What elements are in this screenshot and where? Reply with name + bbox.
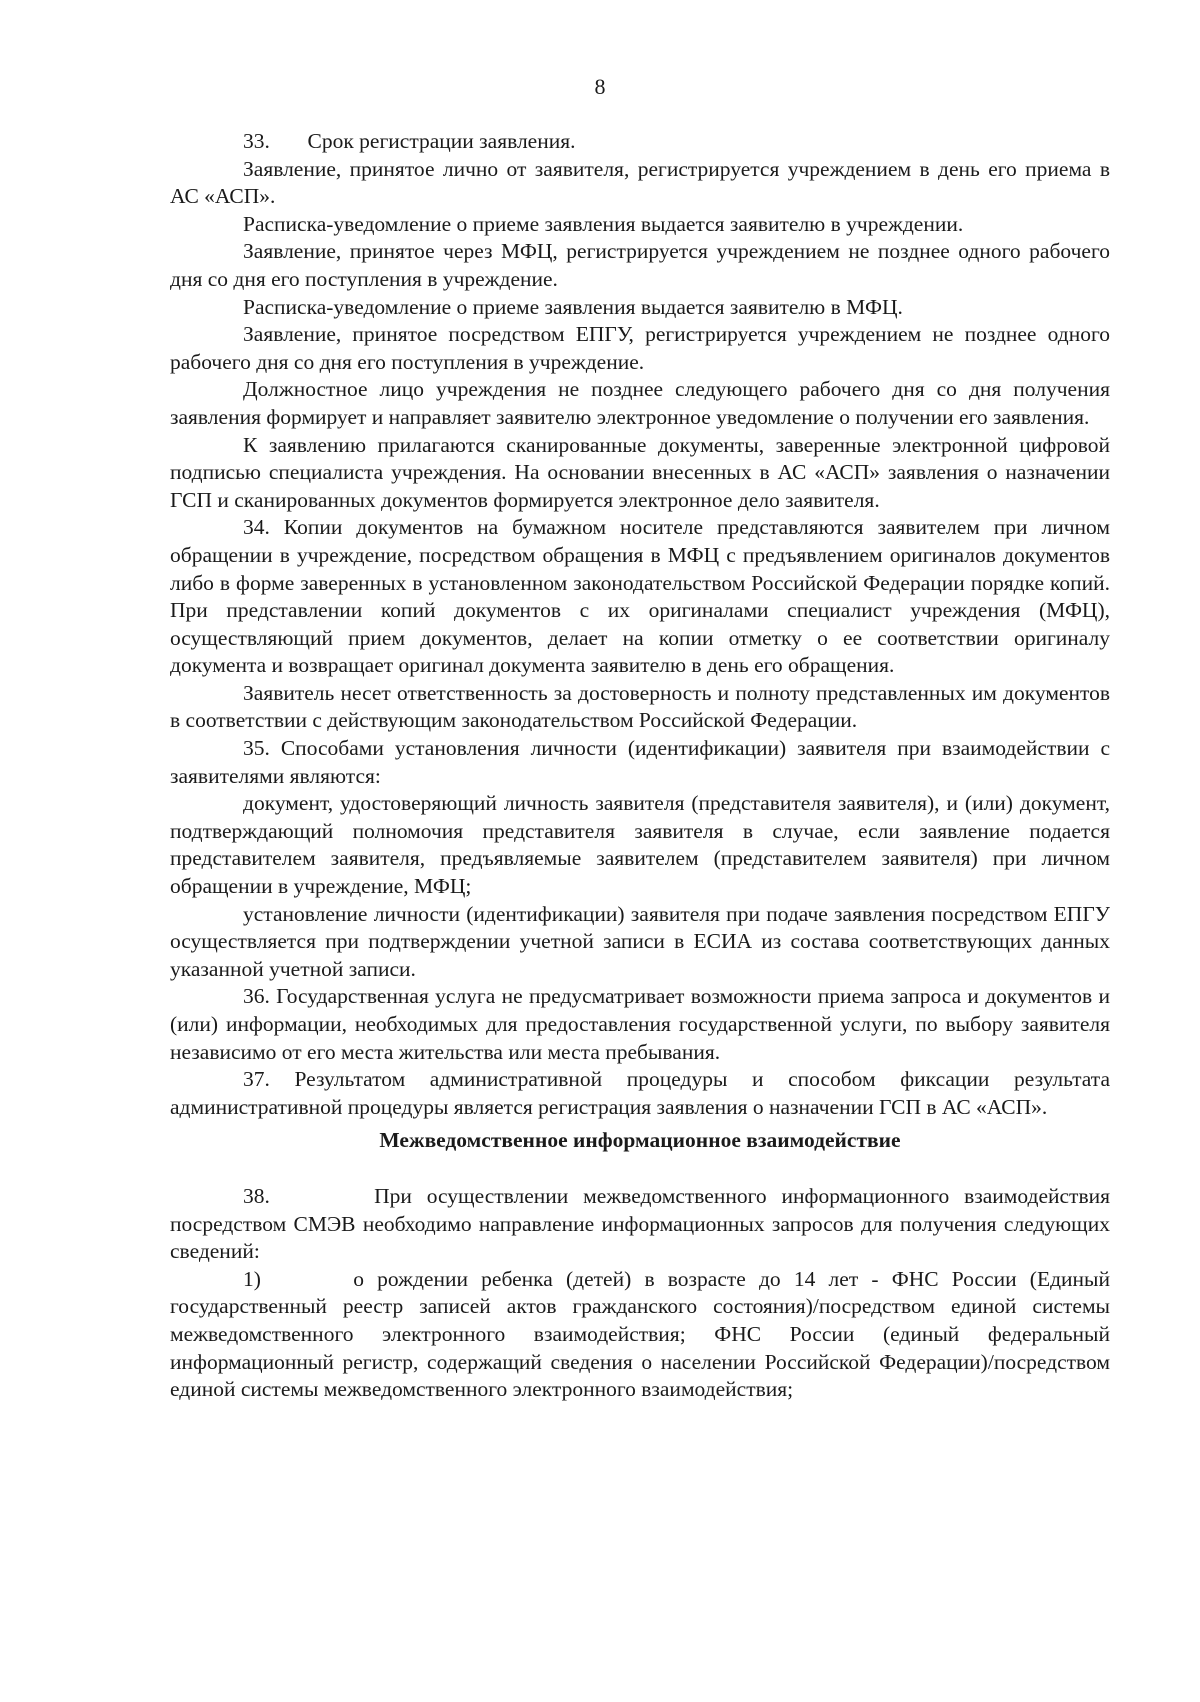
- paragraph: документ, удостоверяющий личность заявителя (представителя заявителя), и (или) документ, подтверждающий полномочия представителя заявителя в случае, если заявление подается представителем заявителя, предъявляемые заявителем (представителем заявителя) при личном обращении в учреждение, МФЦ;: [170, 791, 1110, 899]
- paragraph: Расписка-уведомление о приеме заявления выдается заявителю в МФЦ.: [243, 294, 903, 319]
- paragraph: К заявлению прилагаются сканированные документы, заверенные электронной цифровой подписью специалиста учреждения. На основании внесенных в АС «АСП» заявления о назначении ГСП и сканированных документов формируется электронное дело заявителя.: [170, 432, 1110, 512]
- paragraph: установление личности (идентификации) заявителя при подаче заявления посредством ЕПГУ осуществляется при подтверждении учетной записи в ЕСИА из состава соответствующих данных указанной учетной записи.: [170, 901, 1110, 981]
- paragraph-37: 37. Результатом административной процедуры и способом фиксации результата административной процедуры является регистрация заявления о назначении ГСП в АС «АСП».: [170, 1067, 1110, 1119]
- paragraph: Заявитель несет ответственность за достоверность и полноту представленных им документов в соответствии с действующим законодательством Российской Федерации.: [170, 680, 1110, 733]
- paragraph-36: 36. Государственная услуга не предусматривает возможности приема запроса и документов и (или) информации, необходимых для предоставления государственной услуги, по выбору заявителя независимо от его места жительства или места пребывания.: [170, 984, 1110, 1064]
- paragraph: Заявление, принятое через МФЦ, регистрируется учреждением не позднее одного рабочего дня со дня его поступления в учреждение.: [170, 239, 1110, 291]
- paragraph: Заявление, принятое лично от заявителя, регистрируется учреждением в день его приема в АС «АСП».: [170, 156, 1110, 209]
- paragraph: Должностное лицо учреждения не позднее следующего рабочего дня со дня получения заявления формирует и направляет заявителю электронное уведомление о получении его заявления.: [170, 377, 1110, 429]
- document-body: [170, 128, 1110, 1404]
- paragraph-34: 34. Копии документов на бумажном носителе представляются заявителем при личном обращении в учреждение, посредством обращения в МФЦ с предъявлением оригиналов документов либо в форме заверенных в установленном законодательством Российской Федерации порядке копий. При представлении копий документов с их оригиналами специалист учреждения (МФЦ), осуществляющий прием документов, делает на копии отметку о ее соответствии оригиналу документа и возвращает оригинал документа заявителю в день его обращения.: [170, 515, 1110, 678]
- paragraph: Расписка-уведомление о приеме заявления выдается заявителю в учреждении.: [243, 211, 964, 236]
- list-item-1: 1) о рождении ребенка (детей) в возрасте до 14 лет - ФНС России (Единый государственный реестр записей актов гражданского состояния)/посредством единой системы межведомственного электронного взаимодействия; ФНС России (единый федеральный информационный регистр, содержащий сведения о населении Российской Федерации)/посредством единой системы межведомственного электронного взаимодействия;: [170, 1266, 1110, 1402]
- paragraph-33-title: 33. Срок регистрации заявления.: [243, 129, 576, 153]
- paragraph-35: 35. Способами установления личности (идентификации) заявителя при взаимодействии с заявителями являются:: [170, 736, 1110, 788]
- section-heading: Межведомственное информационное взаимодействие: [379, 1128, 901, 1153]
- paragraph-38: 38. При осуществлении межведомственного информационного взаимодействия посредством СМЭВ необходимо направление информационных запросов для получения следующих сведений:: [170, 1183, 1110, 1264]
- page-number: 8: [594, 74, 606, 99]
- paragraph: Заявление, принятое посредством ЕПГУ, регистрируется учреждением не позднее одного рабочего дня со дня его поступления в учреждение.: [170, 322, 1110, 374]
